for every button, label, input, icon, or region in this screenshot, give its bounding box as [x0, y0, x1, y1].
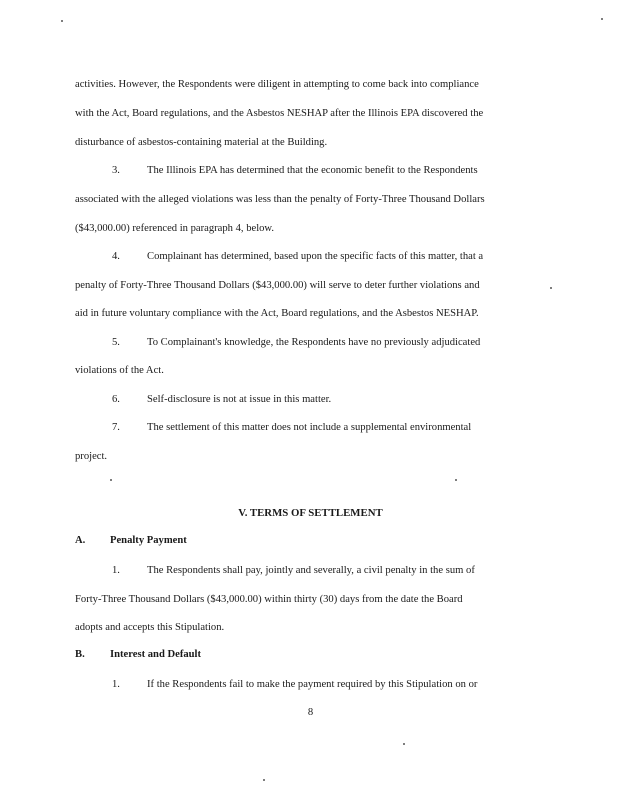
scan-speck [61, 20, 63, 22]
section-a-para-1-number: 1. [112, 565, 120, 576]
para-cont-line-3: disturbance of asbestos-containing material at the Building. [75, 137, 328, 148]
para-5-number: 5. [112, 337, 120, 348]
para-3-line-2: associated with the alleged violations was less than the penalty of Forty-Three Thousand Dollars [75, 194, 485, 205]
section-a-title: Penalty Payment [110, 535, 187, 546]
para-7-number: 7. [112, 422, 120, 433]
para-cont-line-2: with the Act, Board regulations, and the Asbestos NESHAP after the Illinois EPA discovered the [75, 108, 484, 119]
scan-speck [110, 479, 112, 481]
para-4-number: 4. [112, 251, 120, 262]
para-3-line-1: The Illinois EPA has determined that the economic benefit to the Respondents [147, 165, 478, 176]
section-b-para-1-number: 1. [112, 679, 120, 690]
section-a-para-1-line-3: adopts and accepts this Stipulation. [75, 622, 225, 633]
para-6-line-1: Self-disclosure is not at issue in this matter. [147, 394, 332, 405]
scan-speck [550, 287, 552, 289]
section-heading: V. TERMS OF SETTLEMENT [238, 507, 383, 519]
para-3-number: 3. [112, 165, 120, 176]
section-b-para-1-line-1: If the Respondents fail to make the payment required by this Stipulation on or [147, 679, 478, 690]
para-5-line-1: To Complainant's knowledge, the Respondents have no previously adjudicated [147, 337, 481, 348]
section-a-para-1-line-1: The Respondents shall pay, jointly and severally, a civil penalty in the sum of [147, 565, 475, 576]
para-6-number: 6. [112, 394, 120, 405]
para-3-line-3: ($43,000.00) referenced in paragraph 4, below. [75, 223, 275, 234]
para-7-line-2: project. [75, 451, 108, 462]
para-cont-line-1: activities. However, the Respondents were diligent in attempting to come back into compliance [75, 79, 479, 90]
scan-speck [601, 18, 603, 20]
section-b-title: Interest and Default [110, 649, 202, 660]
page-number: 8 [307, 707, 314, 718]
scan-speck [263, 779, 265, 781]
para-4-line-3: aid in future voluntary compliance with the Act, Board regulations, and the Asbestos NESHAP. [75, 308, 479, 319]
para-4-line-1: Complainant has determined, based upon the specific facts of this matter, that a [147, 251, 484, 262]
scan-speck [403, 743, 405, 745]
para-7-line-1: The settlement of this matter does not include a supplemental environmental [147, 422, 472, 433]
para-5-line-2: violations of the Act. [75, 365, 164, 376]
section-a-letter: A. [75, 535, 86, 546]
section-b-letter: B. [75, 649, 85, 660]
para-4-line-2: penalty of Forty-Three Thousand Dollars ($43,000.00) will serve to deter further violations and [75, 280, 480, 291]
section-a-para-1-line-2: Forty-Three Thousand Dollars ($43,000.00) within thirty (30) days from the date the Board [75, 594, 463, 605]
scan-speck [455, 479, 457, 481]
